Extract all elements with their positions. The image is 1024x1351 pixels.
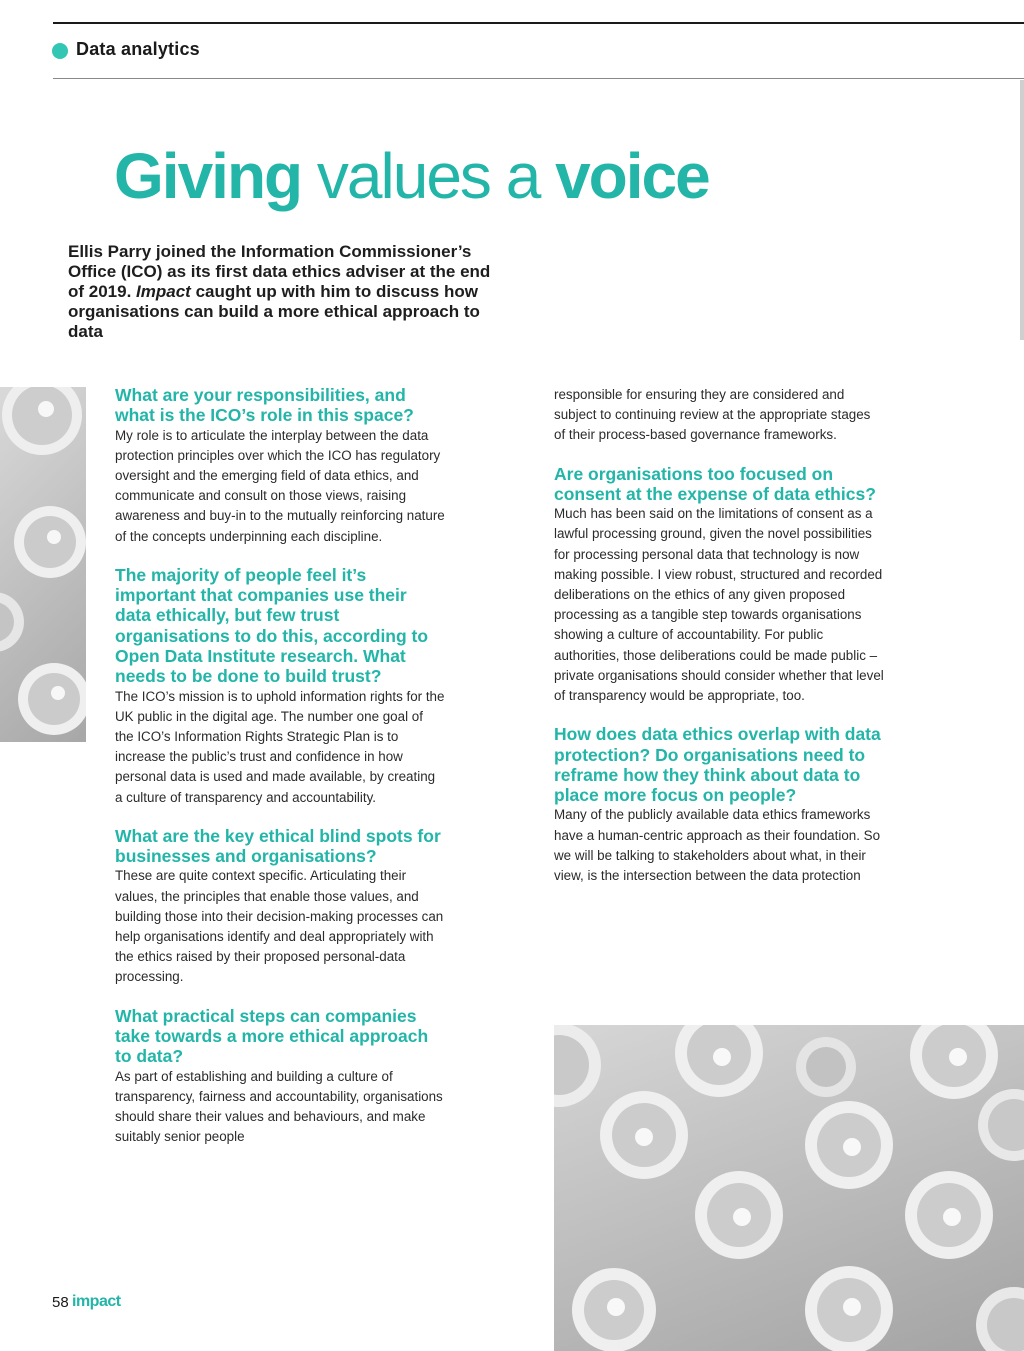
question-heading: What are your responsibilities, and what is the ICO’s role in this space? (115, 385, 414, 426)
megaphone-icon (976, 1287, 1024, 1351)
question-heading: How does data ethics overlap with data protection? Do organisations need to reframe how they think about data to place more focus on people? (554, 724, 881, 806)
megaphone-icon (675, 1025, 763, 1097)
megaphone-icon (805, 1101, 893, 1189)
megaphone-image-bottom (554, 1025, 1024, 1351)
megaphone-icon (572, 1268, 656, 1351)
section-dot-icon (52, 43, 68, 59)
article-title (114, 140, 709, 212)
megaphone-pattern-bottom (554, 1025, 1024, 1351)
question-heading: Are organisations too focused on consent at the expense of data ethics? (554, 463, 876, 504)
answer-text: The ICO’s mission is to uphold information rights for the UK public in the digital age. The number one goal of the ICO’s Information Rights Strategic Plan is to increase the public’s trust and confidence in how personal data is used and made available, by creating a culture of transparency and accountability. (115, 688, 445, 805)
megaphone-icon (600, 1091, 688, 1179)
answer-text: Much has been said on the limitations of consent as a lawful processing ground, given the novel possibilities for processing personal data that technology is now making possible. I view robust, structured and recorded deliberations on the ethics of any given proposed processing as a tangible step towards organisations showing a culture of accountability. For public authorities, those deliberations could be made public – private organisations should consider whether that level of transparency would be appropriate, too. (554, 506, 884, 704)
question-heading: What are the key ethical blind spots for businesses and organisations? (115, 825, 441, 867)
answer-text: These are quite context specific. Articulating their values, the principles that enable those values, and building those into their decision-making processes can help organisations identify and deal appropriately with the ethics raised by their proposed personal-data processing. (115, 868, 444, 985)
header-divider (53, 78, 1024, 79)
answer-text: Many of the publicly available data ethics frameworks have a human-centric approach as their foundation. So we will be talking to stakeholders about what, in their view, is the intersection between the data protection (554, 807, 881, 884)
magazine-logo: impact (72, 1293, 121, 1310)
title-word-values: values a (316, 140, 540, 212)
question-heading: The majority of people feel it’s important that companies use their data ethically, but few trust organisations to do this, according to Open Data Institute research. What needs to be done to build trust? (115, 564, 429, 687)
megaphone-icon (14, 506, 86, 578)
left-column (115, 385, 445, 1147)
megaphone-icon (554, 1025, 601, 1107)
megaphone-icon (695, 1171, 783, 1259)
megaphone-icon (978, 1089, 1024, 1161)
megaphone-icon (2, 387, 82, 455)
page-number: 58 (52, 1294, 69, 1311)
intro-magazine-name: Impact (136, 282, 191, 301)
megaphone-icon (0, 592, 24, 652)
answer-text: My role is to articulate the interplay between the data protection principles over which the ICO has regulatory oversight and the emerging field of data ethics, and communicate and consult on those views, raising awareness and buy-in to the mutually reinforcing nature of the concepts underpinning each discipline. (115, 427, 445, 544)
megaphone-icon (805, 1266, 893, 1351)
right-column (554, 385, 884, 886)
megaphone-icon (796, 1037, 856, 1097)
intro-text-2: caught up with him to discuss how organisations can build a more ethical approach to data (68, 282, 480, 341)
title-word-voice: voice (555, 140, 709, 212)
answer-text: As part of establishing and building a culture of transparency, fairness and accountability, organisations should share their values and behaviours, and make suitably senior people (115, 1068, 443, 1145)
megaphone-icon (910, 1025, 998, 1099)
top-rule (53, 22, 1024, 24)
megaphone-image-left (0, 387, 86, 742)
megaphone-pattern-left (0, 387, 86, 742)
megaphone-icon (18, 663, 86, 735)
article-intro (68, 242, 508, 342)
title-word-giving: Giving (114, 140, 302, 212)
megaphone-icon (905, 1171, 993, 1259)
answer-continuation: responsible for ensuring they are considered and subject to continuing review at the appropriate stages of their process-based governance frameworks. (554, 387, 871, 443)
section-label: Data analytics (76, 39, 200, 59)
question-heading: What practical steps can companies take towards a more ethical approach to data? (115, 1005, 429, 1067)
page-edge-shadow (1020, 80, 1024, 340)
intro-text-1: Ellis Parry joined the Information Commissioner’s Office (ICO) as its first data ethics adviser at the end of 2019. (68, 242, 491, 301)
